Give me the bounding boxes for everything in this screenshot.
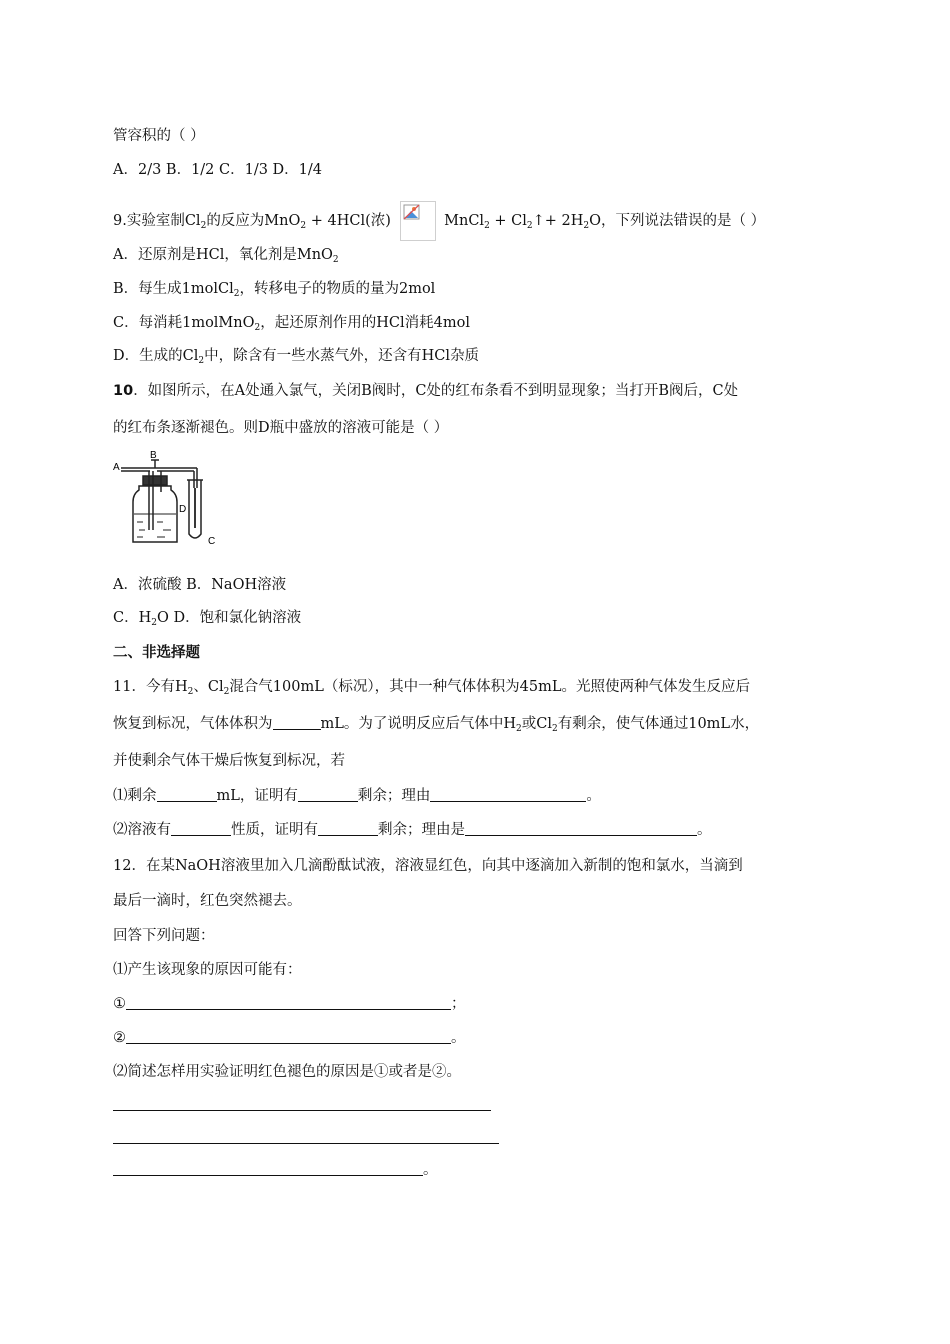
q9-stem-text: 的反应为MnO xyxy=(206,213,301,229)
q10-options-cd xyxy=(113,608,301,628)
q9-option-c xyxy=(113,313,470,333)
answer-line[interactable] xyxy=(113,1110,491,1111)
option-text: C．每消耗1molMnO xyxy=(113,315,255,331)
section-title: 二、非选择题 xyxy=(113,645,200,661)
question-number: 10 xyxy=(113,383,134,399)
q12-part1: ⑴产生该现象的原因可能有： xyxy=(113,962,302,978)
q8-options: A．2/3 B．1/2 C．1/3 D．1/4 xyxy=(113,162,323,178)
question-text: 11．今有H xyxy=(113,679,188,695)
subscript: 2 xyxy=(516,724,522,734)
question-text: ⑴剩余 xyxy=(113,788,157,804)
q9-stem xyxy=(113,201,765,241)
subscript: 2 xyxy=(254,323,261,333)
q9-stem-text: + 4HCl(浓) xyxy=(306,213,391,229)
circled-number: ② xyxy=(113,1030,126,1046)
answer-blank[interactable] xyxy=(157,787,217,802)
broken-image-icon xyxy=(400,201,436,241)
q10-line2: 的红布条逐渐褪色。则D瓶中盛放的溶液可能是（ ） xyxy=(113,420,449,436)
q12-line3: 回答下列问题： xyxy=(113,928,215,944)
q12-cause-1 xyxy=(113,994,466,1014)
q10-options-ab: A．浓硫酸 B．NaOH溶液 xyxy=(113,577,287,593)
question-text: 性质，证明有 xyxy=(231,822,318,838)
question-text: ⑵溶液有 xyxy=(113,822,171,838)
question-text: 。 xyxy=(697,822,712,838)
question-text: 剩余；理由 xyxy=(357,788,431,804)
label-c: C xyxy=(208,536,216,547)
label-b: B xyxy=(150,450,157,461)
answer-blank[interactable] xyxy=(126,995,451,1010)
punctuation: ； xyxy=(451,996,466,1012)
subscript: 2 xyxy=(187,687,194,697)
q9-option-b xyxy=(113,279,435,299)
label-d: D xyxy=(179,504,187,515)
subscript: 2 xyxy=(484,221,490,231)
option-text: ，起还原剂作用的HCl消耗4mol xyxy=(260,315,470,331)
apparatus-diagram xyxy=(113,450,223,550)
q12-part2: ⑵简述怎样用实验证明红色褪色的原因是①或者是②。 xyxy=(113,1064,461,1080)
question-text: 剩余；理由是 xyxy=(378,822,465,838)
answer-line[interactable] xyxy=(113,1143,499,1144)
q9-stem-text: ↑+ 2H xyxy=(532,213,584,229)
subscript: 2 xyxy=(200,221,207,231)
option-text: ，转移电子的物质的量为2mol xyxy=(239,281,436,297)
subscript: 2 xyxy=(552,724,558,734)
answer-blank[interactable] xyxy=(465,821,697,836)
q9-stem-text: 9.实验室制Cl xyxy=(113,213,201,229)
q9-stem-text: + Cl xyxy=(489,213,527,229)
q9-option-d xyxy=(113,346,479,366)
subscript: 2 xyxy=(300,221,307,231)
subscript: 2 xyxy=(198,356,205,366)
q11-line3: 并使剩余气体干燥后恢复到标况，若 xyxy=(113,753,345,769)
answer-blank[interactable] xyxy=(113,1161,423,1176)
option-text: C．H xyxy=(113,610,152,626)
question-text: 或Cl xyxy=(521,716,552,732)
answer-blank[interactable] xyxy=(273,715,321,730)
answer-blank[interactable] xyxy=(318,821,378,836)
question-text: mL，证明有 xyxy=(216,788,298,804)
question-text: 混合气100mL（标况），其中一种气体体积为45mL。光照使两种气体发生反应后 xyxy=(229,679,750,695)
q12-final-line xyxy=(113,1160,438,1180)
punctuation: 。 xyxy=(451,1030,466,1046)
subscript: 2 xyxy=(332,255,339,265)
q11-part1 xyxy=(113,786,601,806)
answer-blank[interactable] xyxy=(171,821,231,836)
question-text: mL。为了说明反应后气体中H xyxy=(320,716,517,732)
q11-line1 xyxy=(113,677,750,697)
answer-blank[interactable] xyxy=(126,1029,451,1044)
q8-tail: 管容积的（ ） xyxy=(113,128,205,144)
question-text: ．如图所示，在A处通入氯气，关闭B阀时，C处的红布条看不到明显现象；当打开B阀后，C处 xyxy=(133,383,739,399)
question-text: 恢复到标况，气体体积为 xyxy=(113,716,273,732)
punctuation: 。 xyxy=(423,1162,438,1178)
subscript: 2 xyxy=(151,618,157,628)
subscript: 2 xyxy=(223,687,230,697)
option-text: B．每生成1molCl xyxy=(113,281,234,297)
q12-cause-2 xyxy=(113,1028,466,1048)
option-text: 中，除含有一些水蒸气外，还含有HCl杂质 xyxy=(204,348,479,364)
question-text: 、Cl xyxy=(193,679,224,695)
option-text: O D．饱和氯化钠溶液 xyxy=(156,610,302,626)
answer-blank[interactable] xyxy=(298,787,358,802)
answer-blank[interactable] xyxy=(430,787,586,802)
option-text: D．生成的Cl xyxy=(113,348,199,364)
circled-number: ① xyxy=(113,996,126,1012)
q11-part2 xyxy=(113,820,712,840)
q12-line2: 最后一滴时，红色突然褪去。 xyxy=(113,893,302,909)
q10-line1 xyxy=(113,381,738,401)
subscript: 2 xyxy=(526,221,533,231)
question-text: 。 xyxy=(586,788,601,804)
q11-line2 xyxy=(113,714,759,734)
subscript: 2 xyxy=(583,221,590,231)
option-text: A．还原剂是HCl，氧化剂是MnO xyxy=(113,247,333,263)
q9-stem-text: MnCl xyxy=(444,213,485,229)
q9-option-a xyxy=(113,245,339,265)
q9-stem-text: O，下列说法错误的是（ ） xyxy=(589,213,766,229)
label-a: A xyxy=(113,462,120,473)
q12-line1: 12．在某NaOH溶液里加入几滴酚酞试液，溶液显红色，向其中逐滴加入新制的饱和氯水，当滴到 xyxy=(113,858,743,874)
question-text: 有剩余，使气体通过10mL水， xyxy=(557,716,760,732)
subscript: 2 xyxy=(233,289,240,299)
